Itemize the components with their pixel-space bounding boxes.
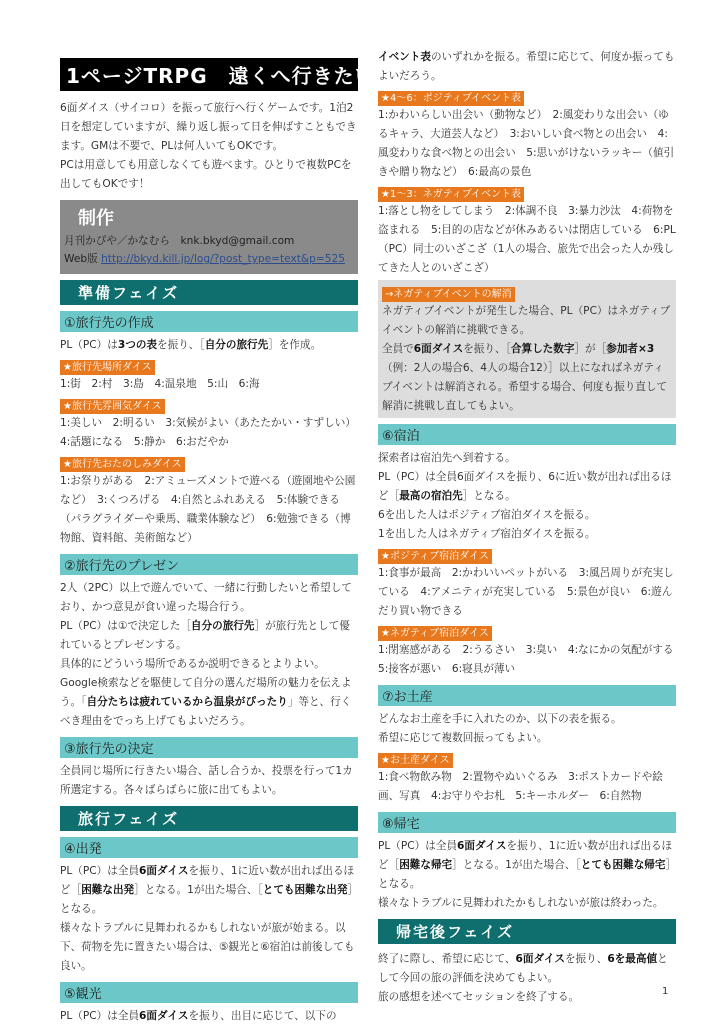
sec5-heading: ⑤観光 [60,982,358,1003]
credit-web [64,250,354,268]
sec2-heading: ②旅行先のプレゼン [60,554,358,575]
resolve-box [378,280,676,418]
sec1-table1-tag: ★旅行先場所ダイス [60,360,155,375]
page-title: 1ページTRPG 遠くへ行きたい [60,58,358,91]
sec7-heading: ⑦お土産 [378,685,676,706]
sec4-heading: ④出発 [60,837,358,858]
sec1-table3-tag: ★旅行先おたのしみダイス [60,457,185,472]
sec3-p1: 全員同じ場所に行きたい場合、話し合うか、投票を行って1カ所選定する。各々ばらばらに旅に出てもよい。 [60,765,353,796]
phase-after-heading: 帰宅後フェイズ [378,919,676,944]
intro-paragraph-1: 6面ダイス（サイコロ）を振って旅行へ行くゲームです。1泊2日を想定していますが、繰り返し振って日を伸ばすこともできます。GMは不要で、PLは何人いてもOKです。 [60,102,357,152]
intro-paragraph-2: PCは用意しても用意しなくても遊べます。ひとりで複数PCを出してもOKです！ [60,159,352,190]
sec4-p2: 様々なトラブルに見舞われるかもしれないが旅が始まる。以下、荷物を先に置きたい場合は、⑤観光と⑥宿泊は前後しても良い。 [60,922,355,972]
sec8-p2: 様々なトラブルに見舞われたかもしれないが旅は終わった。 [378,897,664,909]
credit-web-label: Web版 [64,253,98,265]
credit-web-link[interactable]: http://bkyd.kill.jp/log/?post_type=text&p=525 [101,253,345,265]
sec6-neg-tag: ★ネガティブ宿泊ダイス [378,626,492,641]
sec1-intro: PL（PC）は3つの表を振り、［自分の旅行先］を作成。 [60,339,322,351]
sec5-neg-tag: ★1〜3：ネガティブイベント表 [378,187,524,202]
sec2-p4: Google検索などを駆使して自分の選んだ場所の魅力を伝えよう。「自分たちは疲れているから温泉がぴったり」等と、行くべき理由をでっち上げてもよいだろう。 [60,677,352,727]
resolve-tag: →ネガティブイベントの解消 [382,287,515,302]
sec5-p1-start: PL（PC）は全員6面ダイスを振り、出目に応じて、以下の [60,1010,337,1022]
phase-prep-heading: 準備フェイズ [60,280,358,305]
sec7-p2: 希望に応じて複数回振ってもよい。 [378,732,548,744]
sec3-heading: ③旅行先の決定 [60,737,358,758]
sec1-table1: 1:街 2:村 3:島 4:温泉地 5:山 6:海 [60,378,260,390]
sec2-p2: PL（PC）は①で決定した［自分の旅行先］が旅行先として優れているとプレゼンする。 [60,620,350,651]
sec7-p1: どんなお土産を手に入れたのか、以下の表を振る。 [378,713,622,725]
sec2-p1: 2人（2PC）以上で遊んでいて、一緒に行動したいと希望しており、かつ意見が食い違った場合行う。 [60,582,352,613]
sec1-table3: 1:お祭りがある 2:アミューズメントで遊べる（遊園地や公園など） 3:くつろげる 4:自然とふれあえる 5:体験できる（パラグライダーや乗馬、職業体験など） 6:勉強できる（博物館、資料館、美術館など） [60,475,356,544]
page-number: 1 [662,986,669,997]
sec6-heading: ⑥宿泊 [378,424,676,445]
credit-heading: 制作 [78,208,114,229]
sec5-pos-list: 1:かわいらしい出会い（動物など） 2:風変わりな出会い（ゆるキャラ、大道芸人など） 3:おいしい食べ物との出会い 4:風変わりな食べ物との出会い 5:思いがけないラッキー（値引きや贈り物など） 6:最高の景色 [378,109,675,178]
sec6-p3: 6を出した人はポジティブ宿泊ダイスを振る。 [378,509,596,521]
sec6-pos-tag: ★ポジティブ宿泊ダイス [378,549,492,564]
sec8-heading: ⑧帰宅 [378,812,676,833]
sec1-heading: ①旅行先の作成 [60,311,358,332]
sec6-p2: PL（PC）は全員6面ダイスを振り、6に近い数が出れば出るほど［最高の宿泊先］となる。 [378,471,672,502]
phase-travel-heading: 旅行フェイズ [60,806,358,831]
sec8-p1: PL（PC）は全員6面ダイスを振り、1に近い数が出れば出るほど［困難な帰宅］となる。1が出た場合、［とても困難な帰宅］となる。 [378,840,673,890]
sec6-neg-list: 1:閉塞感がある 2:うるさい 3:臭い 4:なにかの気配がする 5:接客が悪い 6:寝具が薄い [378,644,685,675]
after-p1: 終了に際し、希望に応じて、6面ダイスを振り、6を最高値として今回の旅の評価を決めてもよい。 [378,953,668,984]
sec5-neg-list: 1:落とし物をしてしまう 2:体調不良 3:暴力沙汰 4:荷物を盗まれる 5:目的の店などが休みあるいは閉店している 6:PL（PC）同士のいざこざ（1人の場合、旅先で出会った人か残してきた人とのいざこざ） [378,205,676,274]
sec6-pos-list: 1:食事が最高 2:かわいいペットがいる 3:風呂周りが充実している 4:アメニティが充実している 5:景色が良い 6:遊んだり買い物できる [378,567,674,617]
resolve-p2: 全員で6面ダイスを振り、［合算した数字］が［参加者×3（例：2人の場合6、4人の場合12）］以上になればネガティブイベントは解消される。希望する場合、何度も振り直して解消に挑戦し直してもよい。 [382,343,668,412]
sec5-p1-cont: イベント表のいずれかを振る。希望に応じて、何度か振ってもよいだろう。 [378,51,675,82]
sec7-tag: ★お土産ダイス [378,753,453,768]
sec2-p3: 具体的にどういう場所であるか説明できるとよりよい。 [60,658,325,670]
sec6-p4: 1を出した人はネガティブ宿泊ダイスを振る。 [378,528,596,540]
credit-box [60,200,358,274]
credit-author: 月刊かぴや／かなむら knk.bkyd@gmail.com [64,235,295,247]
sec7-list: 1:食べ物飲み物 2:置物やぬいぐるみ 3:ポストカードや絵画、写真 4:お守りやお札 5:キーホルダー 6:自然物 [378,771,663,802]
sec4-p1: PL（PC）は全員6面ダイスを振り、1に近い数が出れば出るほど［困難な出発］となる。1が出た場合、［とても困難な出発］となる。 [60,865,355,915]
left-column [60,52,376,1026]
sec1-table2: 1:美しい 2:明るい 3:気候がよい（あたたかい・すずしい） 4:話題になる 5:静か 6:おだやか [60,417,362,448]
sec1-table2-tag: ★旅行先雰囲気ダイス [60,399,165,414]
resolve-p1: ネガティブイベントが発生した場合、PL（PC）はネガティブイベントの解消に挑戦できる。 [382,305,671,336]
after-p2: 旅の感想を述べてセッションを終了する。 [378,991,580,1003]
sec5-pos-tag: ★4〜6：ポジティブイベント表 [378,91,524,106]
right-column [378,48,685,1007]
sec6-p1: 探索者は宿泊先へ到着する。 [378,452,516,464]
